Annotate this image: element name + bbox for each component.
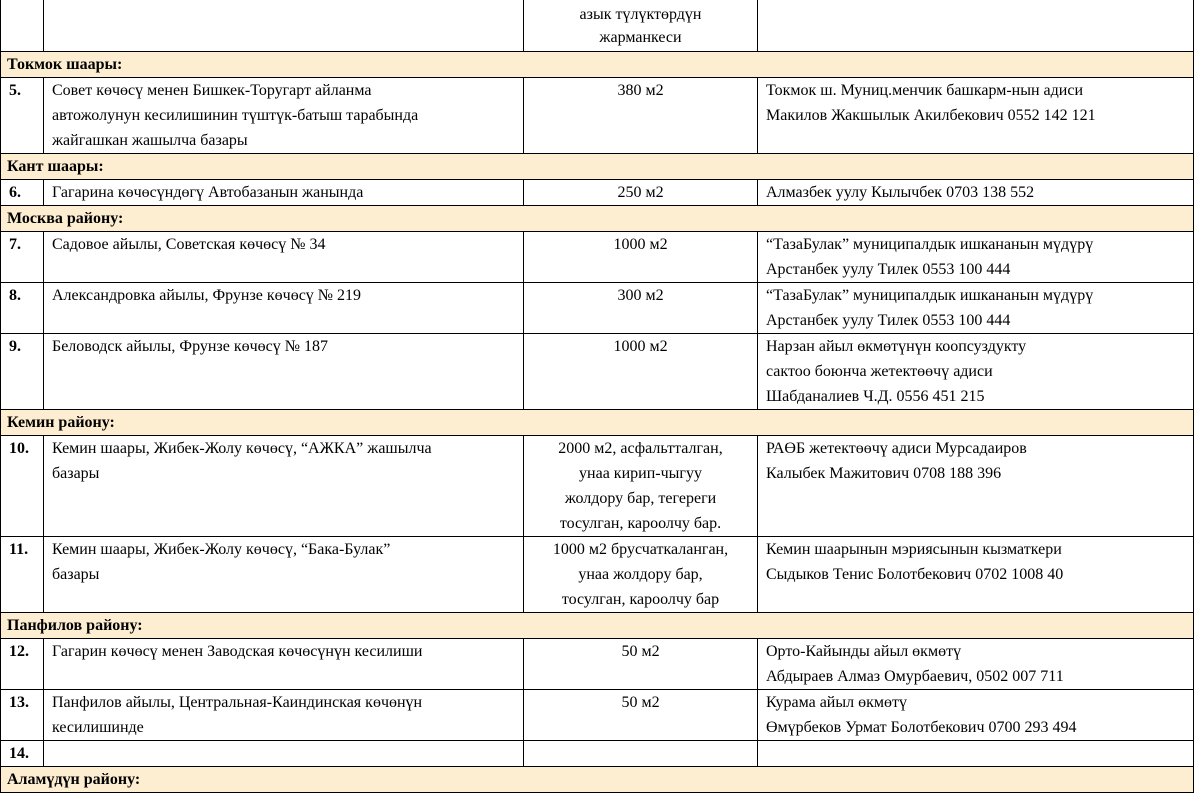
row-number: 13. [1, 690, 44, 741]
table-row [1, 741, 1194, 767]
cell-contact [758, 436, 1194, 537]
cell-area [524, 232, 758, 283]
section-title: Кемин району: [1, 410, 1194, 436]
area-line: 380 м2 [617, 82, 664, 99]
cell-location [44, 537, 524, 613]
cell-contact [758, 334, 1194, 410]
contact-line: Арстанбек уулу Тилек 0553 100 444 [766, 312, 1011, 329]
section-title: Москва району: [1, 206, 1194, 232]
cell-contact [758, 741, 1194, 767]
contact-line: сактоо боюнча жетектөөчү адиси [766, 363, 993, 380]
cell-area [524, 690, 758, 741]
section-row-kemin [1, 410, 1194, 436]
area-line: унаа кирип-чыгуу [579, 465, 702, 482]
contact-line: Алмазбек уулу Кылычбек 0703 138 552 [766, 184, 1035, 201]
cell-num [1, 0, 44, 52]
contact-line: Орто-Кайынды айыл өкмөтү [766, 643, 962, 660]
location-line: жайгашкан жашылча базары [52, 132, 248, 149]
row-number: 9. [1, 334, 44, 410]
section-title: Панфилов району: [1, 613, 1194, 639]
area-line: 250 м2 [617, 184, 664, 201]
location-line: Беловодск айылы, Фрунзе көчөсү № 187 [52, 338, 329, 355]
cell-location [44, 283, 524, 334]
cell-area [524, 436, 758, 537]
cell-area [524, 180, 758, 206]
cell-contact [758, 0, 1194, 52]
contact-line: Шабданалиев Ч.Д. 0556 451 215 [766, 388, 985, 405]
cell-location [44, 334, 524, 410]
table-row [1, 283, 1194, 334]
location-line: Кемин шаары, Жибек-Жолу көчөсү, “Бака-Булак” [52, 541, 391, 558]
section-title: Токмок шаары: [1, 52, 1194, 78]
cell-area [524, 78, 758, 154]
row-number: 10. [1, 436, 44, 537]
area-line: унаа жолдору бар, [578, 566, 703, 583]
table-row [1, 334, 1194, 410]
cell-area [524, 283, 758, 334]
cell-location [44, 78, 524, 154]
row-number: 5. [1, 78, 44, 154]
area-line: тосулган, кароолчу бар. [559, 515, 722, 532]
contact-line: Арстанбек уулу Тилек 0553 100 444 [766, 261, 1011, 278]
area-line: 1000 м2 брусчаткаланган, [552, 541, 729, 558]
cell-location [44, 180, 524, 206]
cell-area [524, 537, 758, 613]
section-row-moskva [1, 206, 1194, 232]
contact-line: Макилов Жакшылык Акилбекович 0552 142 121 [766, 107, 1096, 124]
cell-contact [758, 639, 1194, 690]
cell-location [44, 741, 524, 767]
table-row [1, 78, 1194, 154]
cell-area [524, 334, 758, 410]
contact-line: Нарзан айыл өкмөтүнүн коопсуздукту [766, 338, 1027, 355]
table-row [1, 180, 1194, 206]
location-line: Кемин шаары, Жибек-Жолу көчөсү, “АЖКА” жашылча [52, 440, 432, 457]
table-row-header-cont [1, 0, 1194, 52]
location-line: автожолунун кесилишинин түштүк-батыш тарабында [52, 107, 419, 124]
location-line: Садовое айылы, Советская көчөсү № 34 [52, 236, 326, 253]
contact-line: “ТазаБулак” муниципалдык ишкананын мүдүрү [766, 236, 1094, 253]
table-row [1, 690, 1194, 741]
row-number: 11. [1, 537, 44, 613]
table-row [1, 639, 1194, 690]
contact-line: “ТазаБулак” муниципалдык ишкананын мүдүрү [766, 287, 1094, 304]
location-line: Гагарина көчөсүндөгү Автобазанын жанында [52, 184, 364, 201]
table-row [1, 436, 1194, 537]
contact-line: Абдыраев Алмаз Омурбаевич, 0502 007 711 [766, 668, 1064, 685]
cell-contact [758, 537, 1194, 613]
header-area-line: азык түлүктөрдүн [579, 6, 702, 23]
cell-area [524, 741, 758, 767]
cell-contact [758, 283, 1194, 334]
location-line: Гагарин көчөсү менен Заводская көчөсүнүн кесилиши [52, 643, 423, 660]
section-row-tokmok [1, 52, 1194, 78]
row-number: 7. [1, 232, 44, 283]
cell-area [524, 639, 758, 690]
row-number: 12. [1, 639, 44, 690]
header-area-line: жарманкеси [599, 29, 682, 46]
cell-location [44, 639, 524, 690]
cell-contact [758, 232, 1194, 283]
area-line: 50 м2 [621, 694, 660, 711]
cell-location [44, 232, 524, 283]
section-row-panfilov [1, 613, 1194, 639]
location-line: Александровка айылы, Фрунзе көчөсү № 219 [52, 287, 362, 304]
location-line: Панфилов айылы, Центральная-Каиндинская көчөнүн [52, 694, 423, 711]
row-number: 6. [1, 180, 44, 206]
area-line: тосулган, кароолчу бар [561, 591, 720, 608]
contact-line: Токмок ш. Муниц.менчик башкарм-нын адиси [766, 82, 1083, 99]
contact-line: Кемин шаарынын мэриясынын кызматкери [766, 541, 1062, 558]
area-line: 50 м2 [621, 643, 660, 660]
table-row [1, 232, 1194, 283]
section-row-kant [1, 154, 1194, 180]
cell-location [44, 690, 524, 741]
location-line: Совет көчөсү менен Бишкек-Торугарт айланма [52, 82, 372, 99]
contact-line: Калыбек Мажитович 0708 188 396 [766, 465, 1002, 482]
row-number: 14. [1, 741, 44, 767]
cell-location [44, 0, 524, 52]
contact-line: Курама айыл өкмөтү [766, 694, 907, 711]
area-line: жолдору бар, тегереги [564, 490, 717, 507]
cell-contact [758, 78, 1194, 154]
area-line: 300 м2 [617, 287, 664, 304]
cell-area [524, 0, 758, 52]
contact-line: Өмүрбеков Урмат Болотбекович 0700 293 494 [766, 719, 1077, 736]
table-row [1, 537, 1194, 613]
section-title: Кант шаары: [1, 154, 1194, 180]
cell-contact [758, 180, 1194, 206]
row-number: 8. [1, 283, 44, 334]
contact-line: Сыдыков Тенис Болотбекович 0702 1008 40 [766, 566, 1064, 583]
contact-line: РАӨБ жетектөөчү адиси Мурсадаиров [766, 440, 1027, 457]
area-line: 1000 м2 [613, 338, 668, 355]
area-line: 1000 м2 [613, 236, 668, 253]
location-line: базары [52, 566, 100, 583]
location-line: базары [52, 465, 100, 482]
cell-contact [758, 690, 1194, 741]
section-title: Аламүдүн району: [1, 767, 1194, 793]
location-line: кесилишинде [52, 719, 144, 736]
cell-location [44, 436, 524, 537]
area-line: 2000 м2, асфальтталган, [558, 440, 723, 457]
section-row-alamudun [1, 767, 1194, 793]
